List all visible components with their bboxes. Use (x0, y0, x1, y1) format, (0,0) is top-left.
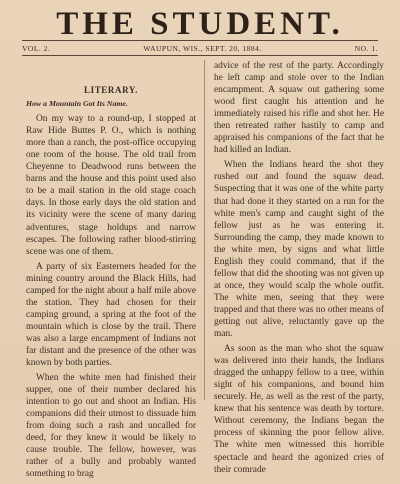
volume-label: VOL. 2. (22, 43, 51, 53)
article-paragraph: When the Indians heard the shot they rushed out and found the squaw dead. Suspecting that it was one of the white party that had done it they started on a run for the white men's camp and caught sight of the fellow just as he was entering it. Surrounding the camp, they made known to the white men, by signs and what little English they could command, that if the fellow that did the shooting was not given up at once, they would scalp the whole outfit. The white men, seeing that they were trapped and that there was no other means of getting out alive, reluctantly gave up the man. (214, 160, 384, 340)
article-paragraph: When the white men had finished their supper, one of their number declared his intention to go out and shoot an Indian. His companions did their utmost to dissuade him from doing such a rash and uncalled for deed, for they knew it would be likely to cause trouble. The fellow, however, was rather of a bully and probably wanted something to brag (26, 373, 196, 480)
column-divider (204, 60, 205, 400)
article-title: How a Mountain Got Its Name. (26, 99, 128, 109)
article-paragraph: advice of the rest of the party. Accordingly he left camp and stole over to the Indian encampment. A squaw out gathering some wood first caught his attention and he immediately raised his rifle and shot her. He then retreated rather hastily to camp and appraised his companions of the fact that he had killed an Indian. (214, 61, 384, 156)
article-paragraph: On my way to a round-up, I stopped at Raw Hide Buttes P. O., which is nothing more than a ranch, the post-office occupying one room of the house. The old trail from Cheyenne to Deadwood runs between the barns and the house and this point used also to be a mail station in the old stage coach days. In those early days the old station and its vicinity were the scene of many daring adventures, stage holdups and narrow escapes. The following rather blood-stirring scene was one of them. (26, 114, 196, 257)
section-heading: LITERARY. (83, 85, 139, 95)
place-date-label: WAUPUN, WIS., SEPT. 20, 1884. (143, 43, 262, 53)
masthead-rule-top (22, 40, 378, 41)
left-column (26, 60, 196, 484)
dateline (22, 43, 378, 53)
issue-number-label: NO. 1. (354, 43, 378, 53)
masthead-title: THE STUDENT. (56, 6, 344, 42)
article-paragraph: A party of six Easterners headed for the mining country around the Black Hills, had camped for the night about a half mile above the station. They had chosen for their camping ground, a spring at the foot of the mountain which is close by the trail. There was also a large encampment of Indians not far distant and the presence of the other was known by both parties. (26, 261, 196, 369)
article-paragraph: As soon as the man who shot the squaw was delivered into their hands, the Indians dragged the unhappy fellow to a tree, within sight of his companions, and bound him securely. He, as well as the rest of the party, knew that his sentence was death by torture. Without ceremony, the Indians began the process of skinning the poor fellow alive. The white men witnessed this horrible spectacle and heard the agonized cries of their comrade (214, 344, 384, 475)
masthead-rule-bottom (22, 55, 378, 56)
right-column (214, 60, 384, 479)
